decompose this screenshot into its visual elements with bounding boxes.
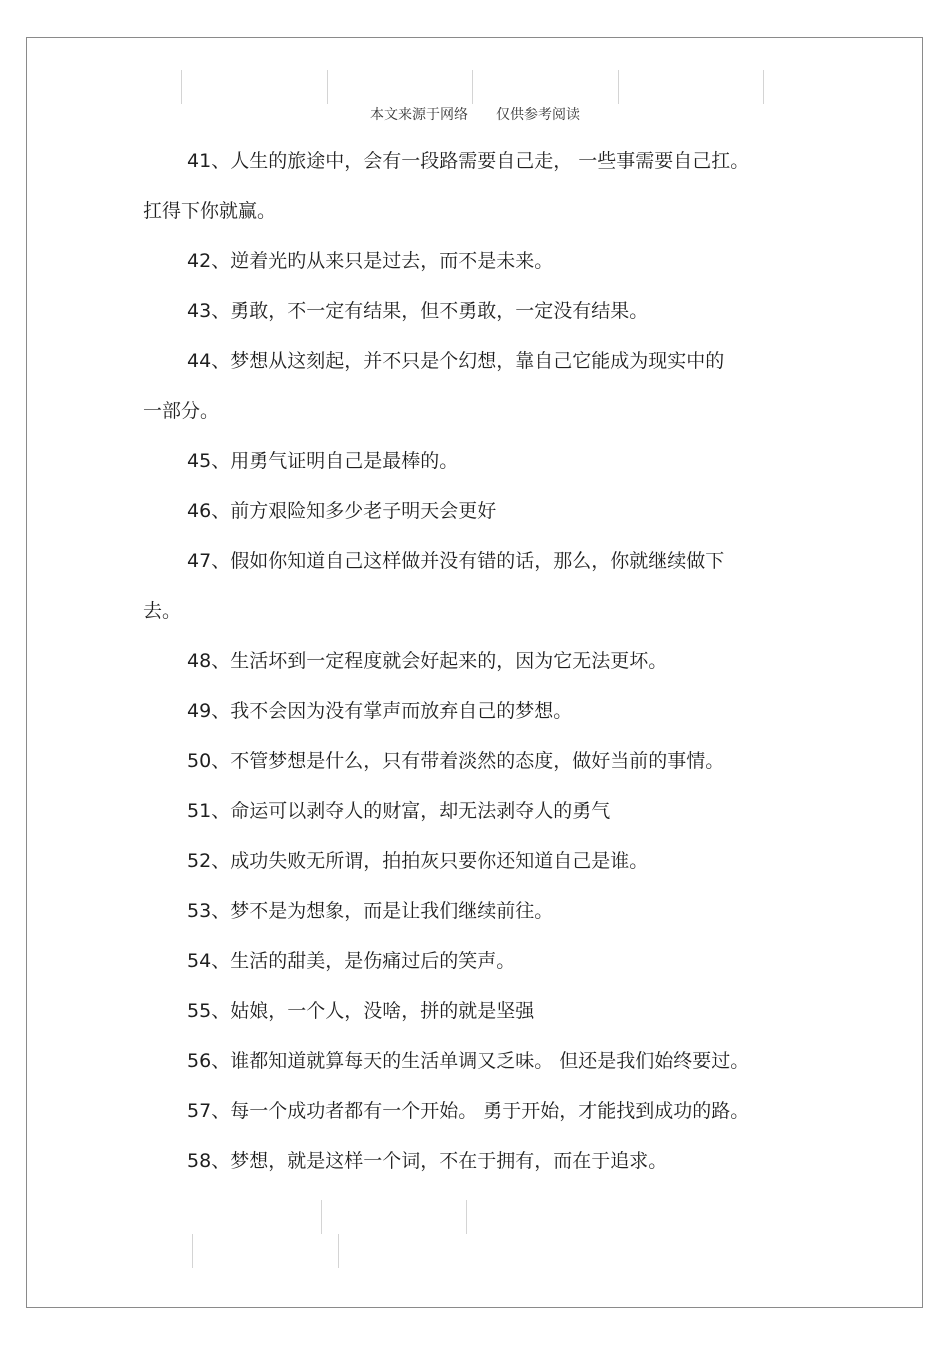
quote-item [143, 1086, 803, 1136]
decorative-line [763, 70, 764, 104]
quote-text: 成功失败无所谓，拍拍灰只要你还知道自己是谁。 [230, 850, 649, 872]
quote-number: 44 [187, 350, 212, 372]
quote-separator: 、 [211, 350, 231, 372]
quote-separator: 、 [211, 800, 231, 822]
quote-number: 55 [187, 1000, 212, 1022]
quote-item [143, 986, 803, 1036]
quote-text: 勇敢，不一定有结果，但不勇敢，一定没有结果。 [230, 300, 649, 322]
quote-item [143, 286, 803, 336]
quote-number: 41 [187, 150, 212, 172]
quote-number: 53 [187, 900, 212, 922]
quote-text: 生活的甜美，是伤痛过后的笑声。 [230, 950, 516, 972]
quote-number: 51 [187, 800, 212, 822]
quote-number: 56 [187, 1050, 212, 1072]
decorative-line [618, 70, 619, 104]
quote-item [143, 136, 803, 186]
quote-number: 46 [187, 500, 212, 522]
quote-separator: 、 [211, 1050, 231, 1072]
quote-separator: 、 [211, 750, 231, 772]
quote-text: 用勇气证明自己是最棒的。 [230, 450, 459, 472]
quote-separator: 、 [211, 500, 231, 522]
decorative-line [327, 70, 328, 104]
quote-item [143, 436, 803, 486]
quote-item [143, 886, 803, 936]
header-reference-text: 仅供参考阅读 [496, 107, 580, 123]
quote-separator: 、 [211, 650, 231, 672]
decorative-line [181, 70, 182, 104]
quote-separator: 、 [211, 850, 231, 872]
decorative-line [338, 1234, 339, 1268]
quote-number: 43 [187, 300, 212, 322]
page-header [0, 104, 950, 124]
quote-item [143, 1136, 803, 1186]
quote-item [143, 486, 803, 536]
decorative-line [472, 70, 473, 104]
quote-text: 梦想，就是这样一个词，不在于拥有，而在于追求。 [230, 1150, 668, 1172]
quote-continuation: 去。 [143, 600, 182, 622]
quote-number: 50 [187, 750, 212, 772]
quote-text: 不管梦想是什么，只有带着淡然的态度，做好当前的事情。 [230, 750, 725, 772]
quote-item [143, 936, 803, 986]
quote-text: 姑娘，一个人，没啥，拼的就是坚强 [230, 1000, 535, 1022]
quote-separator: 、 [211, 450, 231, 472]
quote-item [143, 736, 803, 786]
decorative-line [466, 1200, 467, 1234]
quote-separator: 、 [211, 1150, 231, 1172]
quote-separator: 、 [211, 1000, 231, 1022]
quote-number: 45 [187, 450, 212, 472]
quote-number: 54 [187, 950, 212, 972]
quote-item [143, 336, 803, 386]
quote-separator: 、 [211, 550, 231, 572]
quote-text: 谁都知道就算每天的生活单调又乏味。 但还是我们始终要过。 [230, 1050, 750, 1072]
quote-item [143, 536, 803, 586]
quote-number: 49 [187, 700, 212, 722]
quote-separator: 、 [211, 950, 231, 972]
quote-number: 48 [187, 650, 212, 672]
quote-number: 52 [187, 850, 212, 872]
quote-item [143, 836, 803, 886]
quote-text: 命运可以剥夺人的财富，却无法剥夺人的勇气 [230, 800, 611, 822]
quote-item [143, 786, 803, 836]
quote-separator: 、 [211, 150, 231, 172]
quote-continuation: 一部分。 [143, 400, 220, 422]
quote-text: 生活坏到一定程度就会好起来的，因为它无法更坏。 [230, 650, 668, 672]
quote-text: 梦不是为想象，而是让我们继续前往。 [230, 900, 554, 922]
quote-separator: 、 [211, 300, 231, 322]
quote-number: 47 [187, 550, 212, 572]
quote-item [143, 236, 803, 286]
quote-text: 前方艰险知多少老子明天会更好 [230, 500, 497, 522]
quote-separator: 、 [211, 700, 231, 722]
decorative-line [321, 1200, 322, 1234]
quote-separator: 、 [211, 900, 231, 922]
quote-number: 57 [187, 1100, 212, 1122]
quote-separator: 、 [211, 1100, 231, 1122]
quote-item [143, 1036, 803, 1086]
quote-text: 逆着光旳从来只是过去，而不是未来。 [230, 250, 554, 272]
quote-item [143, 686, 803, 736]
quote-number: 58 [187, 1150, 212, 1172]
quote-number: 42 [187, 250, 212, 272]
quote-list [143, 136, 803, 1186]
quote-text: 梦想从这刻起，并不只是个幻想，靠自己它能成为现实中的 [230, 350, 725, 372]
quote-text: 人生的旅途中，会有一段路需要自己走， 一些事需要自己扛。 [230, 150, 750, 172]
header-source-text: 本文来源于网络 [370, 107, 468, 123]
quote-continuation: 扛得下你就赢。 [143, 200, 277, 222]
quote-text: 我不会因为没有掌声而放弃自己的梦想。 [230, 700, 573, 722]
decorative-line [192, 1234, 193, 1268]
quote-text: 每一个成功者都有一个开始。 勇于开始，才能找到成功的路。 [230, 1100, 750, 1122]
quote-text: 假如你知道自己这样做并没有错的话，那么，你就继续做下 [230, 550, 725, 572]
quote-item [143, 636, 803, 686]
quote-separator: 、 [211, 250, 231, 272]
